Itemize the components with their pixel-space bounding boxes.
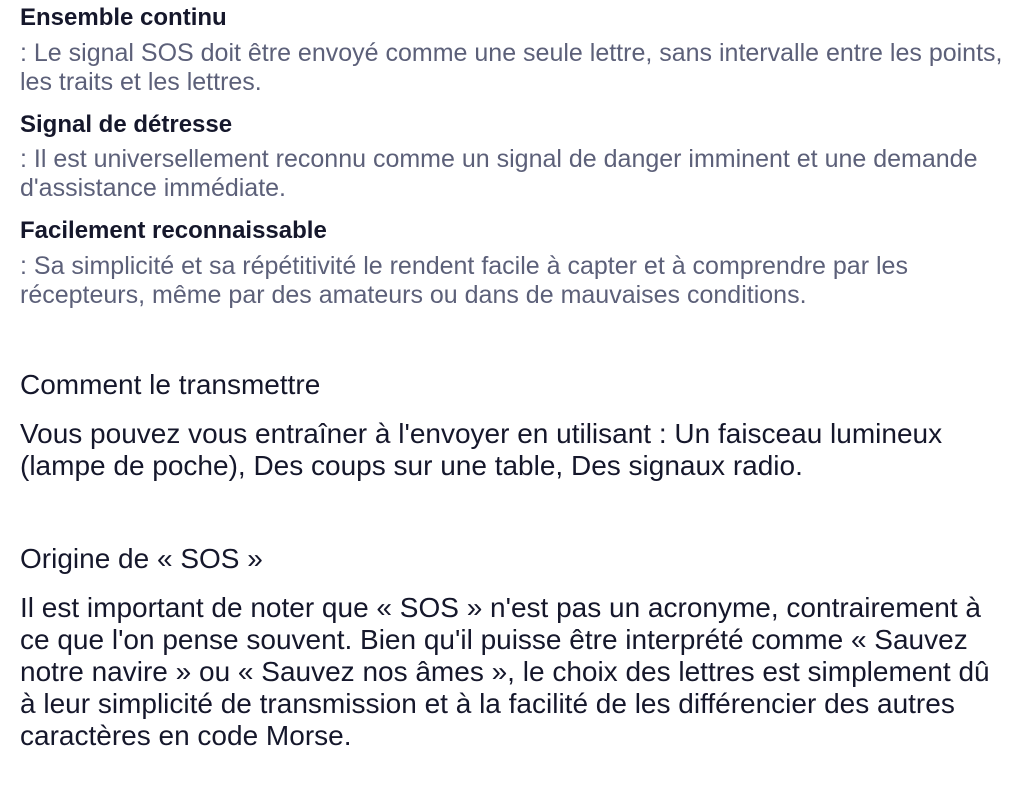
section-title-how-to-transmit: Comment le transmettre <box>20 369 321 400</box>
definition-term-continuous-set: Ensemble continu <box>20 4 227 31</box>
section-title-sos-origin: Origine de « SOS » <box>20 543 263 574</box>
definition-desc-continuous-set: : Le signal SOS doit être envoyé comme une seule lettre, sans intervalle entre les points, les traits et les lettres. <box>20 39 1003 96</box>
section-body-sos-origin: Il est important de noter que « SOS » n'est pas un acronyme, contrairement à ce que l'on pense souvent. Bien qu'il puisse être interprété comme « Sauvez notre navire » ou « Sauvez nos âmes », le choix des lettres est simplement dû à leur simplicité de transmission et à la facilité de les différencier des autres caractères en code Morse. <box>20 592 990 751</box>
section-body-how-to-transmit: Vous pouvez vous entraîner à l'envoyer en utilisant : Un faisceau lumineux (lampe de poche), Des coups sur une table, Des signaux radio. <box>20 418 943 481</box>
definition-term-distress-signal: Signal de détresse <box>20 111 233 138</box>
definition-desc-easily-recognizable: : Sa simplicité et sa répétitivité le rendent facile à capter et à comprendre par les récepteurs, même par des amateurs ou dans de mauvaises conditions. <box>20 252 908 309</box>
definition-term-easily-recognizable: Facilement reconnaissable <box>20 217 327 244</box>
definition-desc-distress-signal: : Il est universellement reconnu comme un signal de danger imminent et une demande d'assistance immédiate. <box>20 145 978 202</box>
